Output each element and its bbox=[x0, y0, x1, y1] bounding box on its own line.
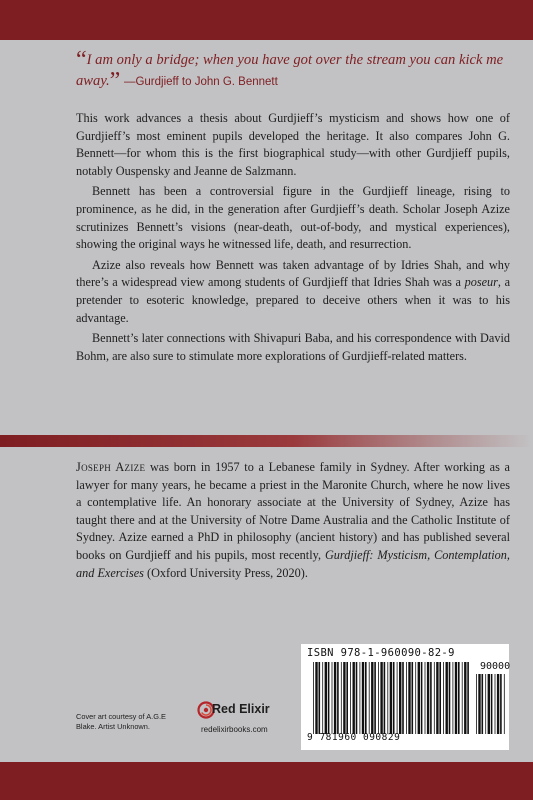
barcode-stripe bbox=[421, 662, 423, 734]
publisher-logo bbox=[197, 700, 279, 742]
barcode-stripe bbox=[384, 662, 386, 734]
barcode-stripe bbox=[418, 662, 420, 734]
barcode-stripe bbox=[476, 674, 477, 734]
barcode-stripe bbox=[341, 662, 342, 734]
barcode-stripe bbox=[378, 662, 379, 734]
book-title-italic: Gurdjieff: Mysticism, Contemplation, and Exercises bbox=[76, 547, 510, 580]
paragraph-3-text-a: Azize also reveals how Bennett was taken advantage of by Idries Shah, and why there’s a widespread view among students of Gurdjieff that Idries Shah was a bbox=[76, 257, 510, 290]
description-paragraph-2: Bennett has been a controversial figure in the Gurdjieff lineage, rising to prominence, as he did, in the generation after Gurdjieff’s death. Scholar Joseph Azize scrutinizes Bennett’s visions (near-death, out-of-body, and mystical experiences), showing the original ways he witnessed life, death, and resurrection. bbox=[76, 184, 510, 252]
barcode-stripe bbox=[374, 662, 376, 734]
credit-line-1: Cover art courtesy of A.G.E bbox=[76, 712, 166, 721]
barcode-stripe bbox=[360, 662, 361, 734]
price-code: 90000 bbox=[480, 661, 511, 672]
barcode-stripe bbox=[464, 662, 466, 734]
barcode-stripe bbox=[390, 662, 392, 734]
book-description bbox=[76, 110, 510, 368]
ean-barcode-bars bbox=[313, 662, 471, 734]
barcode-stripe bbox=[430, 662, 432, 734]
description-paragraph-4: Bennett’s later connections with Shivapuri Baba, and his correspondence with David Bohm, are also sure to stimulate more explorations of Gurdjieff-related matters. bbox=[76, 331, 510, 363]
barcode-stripe bbox=[412, 662, 414, 734]
bottom-color-band bbox=[0, 762, 533, 800]
section-divider-band bbox=[0, 435, 533, 447]
barcode-stripe bbox=[315, 662, 317, 734]
quote-text: I am only a bridge; when you have got over the stream you can kick me away. bbox=[76, 52, 504, 89]
barcode-stripe bbox=[313, 662, 314, 734]
barcode-stripe bbox=[362, 662, 364, 734]
barcode-stripe bbox=[495, 674, 496, 734]
barcode-stripe bbox=[455, 662, 457, 734]
barcode-stripe bbox=[434, 662, 435, 734]
barcode-stripe bbox=[365, 662, 367, 734]
barcode-stripe bbox=[397, 662, 398, 734]
barcode-stripe bbox=[319, 662, 321, 734]
barcode-stripe bbox=[458, 662, 460, 734]
epigraph-quote bbox=[76, 47, 516, 94]
barcode-stripe bbox=[337, 662, 339, 734]
barcode-stripe bbox=[497, 674, 499, 734]
barcode-stripe bbox=[406, 662, 407, 734]
barcode-stripe bbox=[504, 674, 505, 734]
top-color-band bbox=[0, 0, 533, 40]
barcode-stripe bbox=[393, 662, 395, 734]
description-paragraph-1: This work advances a thesis about Gurdjieff’s mysticism and shows how one of Gurdjieff’s most eminent pupils developed the heritage. It also compares John G. Bennett—for whom this is the first biographical study—with other Gurdjieff pupils, notably Ouspensky and Jeanne de Salzmann. bbox=[76, 111, 510, 178]
barcode-stripe bbox=[478, 674, 480, 734]
barcode-stripe bbox=[334, 662, 336, 734]
barcode-stripe bbox=[369, 662, 370, 734]
barcode-stripe bbox=[425, 662, 426, 734]
barcode-stripe bbox=[350, 662, 351, 734]
barcode-stripe bbox=[332, 662, 333, 734]
barcode-stripe bbox=[408, 662, 410, 734]
barcode-stripe bbox=[402, 662, 404, 734]
barcode-stripe bbox=[353, 662, 355, 734]
barcode-stripe bbox=[399, 662, 401, 734]
barcode-stripe bbox=[449, 662, 451, 734]
barcode-stripe bbox=[427, 662, 429, 734]
barcode-stripe bbox=[491, 674, 493, 734]
open-quote-mark: “ bbox=[76, 47, 87, 73]
credit-line-2: Blake. Artist Unknown. bbox=[76, 722, 150, 731]
author-name: Joseph Azize bbox=[76, 460, 146, 474]
bio-text-1: was born in 1957 to a Lebanese family in Sydney. After working as a lawyer for many years, he became a priest in the Maronite Church, where he now lives a contemplative life. An honorary associate at the University of Sydney, Azize has taught there and at the University of Notre Dame Australia and the Catholic Institute of Sydney. Azize earned a PhD in philosophy (ancient history) and has published several books on Gurdjieff and his pupils, most recently, bbox=[76, 460, 510, 562]
barcode-stripe bbox=[436, 662, 438, 734]
barcode-stripe bbox=[439, 662, 441, 734]
barcode-stripe bbox=[500, 674, 502, 734]
isbn-barcode bbox=[301, 644, 509, 750]
paragraph-3-text-b: , a pretender to esoteric knowledge, prepared to deceive others when it was to his advantage. bbox=[76, 275, 511, 325]
barcode-stripe bbox=[346, 662, 348, 734]
publisher-url: redelixirbooks.com bbox=[201, 725, 268, 734]
quote-attribution: —Gurdjieff to John G. Bennett bbox=[123, 76, 278, 88]
barcode-stripe bbox=[462, 662, 463, 734]
barcode-stripe bbox=[356, 662, 358, 734]
author-bio bbox=[76, 459, 510, 582]
price-barcode-bars bbox=[476, 674, 505, 734]
barcode-stripe bbox=[443, 662, 444, 734]
barcode-stripe bbox=[328, 662, 330, 734]
bio-text-2: (Oxford University Press, 2020). bbox=[143, 565, 308, 580]
description-paragraph-3 bbox=[76, 257, 510, 327]
barcode-stripe bbox=[446, 662, 448, 734]
barcode-stripe bbox=[482, 674, 484, 734]
publisher-name: Red Elixir bbox=[212, 702, 270, 716]
barcode-stripe bbox=[485, 674, 486, 734]
barcode-stripe bbox=[387, 662, 388, 734]
barcode-stripe bbox=[371, 662, 373, 734]
barcode-stripe bbox=[325, 662, 327, 734]
barcode-stripe bbox=[343, 662, 345, 734]
barcode-stripe bbox=[467, 662, 469, 734]
barcode-stripe bbox=[453, 662, 454, 734]
barcode-stripe bbox=[380, 662, 382, 734]
close-quote-mark: ” bbox=[109, 68, 121, 94]
barcode-stripe bbox=[488, 674, 490, 734]
isbn-label: ISBN 978-1-960090-82-9 bbox=[307, 647, 455, 659]
barcode-digits: 9 781960 090829 bbox=[307, 732, 401, 743]
barcode-stripe bbox=[322, 662, 323, 734]
barcode-stripe bbox=[415, 662, 416, 734]
cover-art-credit bbox=[76, 712, 196, 732]
poseur-italic: poseur bbox=[464, 275, 498, 290]
